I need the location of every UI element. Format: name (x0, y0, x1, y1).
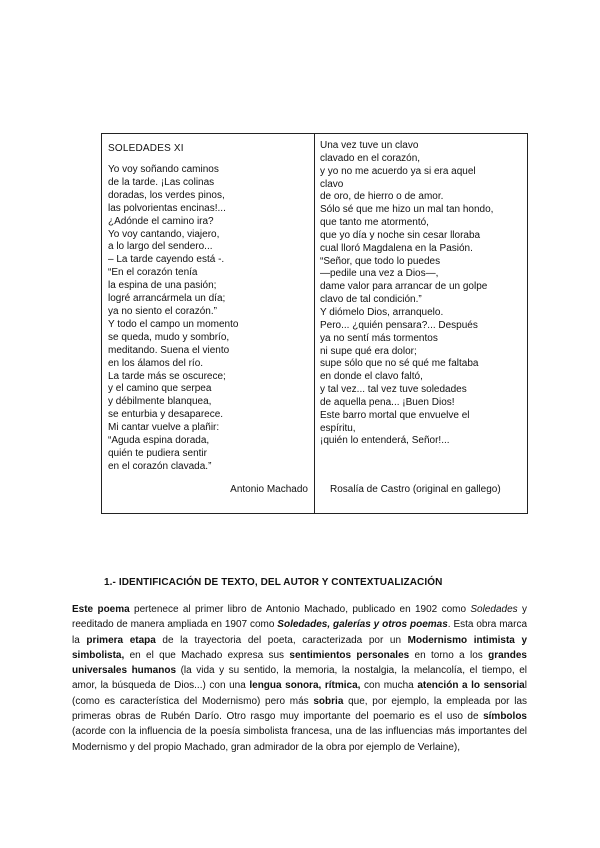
verse-line: ¡quién lo entenderá, Señor!... (320, 435, 450, 447)
verse-line: en donde el clavo faltó, (320, 371, 423, 383)
verse-line: dame valor para arrancar de un golpe (320, 281, 488, 293)
text-run: que, por ejemplo, la empleada por las primeras obras de Rubén Darío. Otro rasgo muy importante del poemario es el uso de (72, 695, 528, 723)
verse-line: espíritu, (320, 422, 356, 434)
verse-line: y tal vez... tal vez tuve soledades (320, 384, 467, 396)
text-run: en torno a los (409, 649, 489, 661)
verse-line: Mi cantar vuelve a plañir: (108, 422, 220, 434)
verse-line: ni supe qué era dolor; (320, 345, 417, 357)
text-run: (la vida y su sentido, la memoria, la nostalgia, la melancolía, el tiempo, el amor, la búsqueda de Dios...) con una (72, 665, 527, 692)
section-heading: 1.- IDENTIFICACIÓN DE TEXTO, DEL AUTOR Y CONTEXTUALIZACIÓN (104, 577, 443, 588)
text-bold: Este poema (72, 604, 130, 615)
verse-line: a lo largo del sendero... (108, 241, 213, 253)
text-run: (acorde con la influencia de la poesía simbolista francesa, una de las influencias más importantes del Modernismo y del propio Machado, gran admirador de la obra por ejemplo de Verlaine), (72, 726, 527, 753)
verse-line: ya no sentí más tormentos (320, 332, 438, 344)
verse-line: meditando. Suena el viento (108, 344, 230, 356)
verse-line: —pedile una vez a Dios—, (320, 268, 439, 280)
text-bold: sentimientos personales (289, 649, 410, 661)
verse-line: y débilmente blanquea, (108, 396, 212, 408)
poem-author-machado: Antonio Machado (230, 484, 308, 495)
text-italic: Soledades (470, 604, 518, 615)
verse-line: de oro, de hierro o de amor. (320, 191, 444, 203)
verse-line: clavado en el corazón, (320, 152, 421, 164)
verse-line: Pero... ¿quién pensara?... Después (320, 319, 478, 331)
text-run: de la trayectoria del poeta, caracterizada por un (155, 634, 408, 646)
text-bold: primera etapa (86, 634, 156, 646)
verse-line: y yo no me acuerdo ya si era aquel (320, 165, 476, 177)
poems-table (101, 133, 528, 514)
verse-line: en los álamos del río. (108, 357, 204, 369)
text-bold: símbolos (483, 711, 527, 723)
verse-line: Este barro mortal que envuelve el (320, 409, 470, 421)
verse-line: y el camino que serpea (108, 383, 212, 395)
poem-rosalia-verses (320, 140, 527, 448)
verse-line: quién te pudiera sentir (108, 447, 207, 459)
verse-line: se queda, mudo y sombrío, (108, 331, 230, 343)
verse-line: se enturbia y desaparece. (108, 409, 224, 421)
text-bold: sobria (313, 695, 344, 707)
verse-line: – La tarde cayendo está -. (108, 254, 225, 266)
analysis-paragraph (72, 602, 527, 755)
text-bold: grandes universales humanos (72, 649, 527, 677)
text-run: en el que Machado expresa sus (124, 649, 290, 661)
verse-line: doradas, los verdes pinos, (108, 189, 225, 201)
text-run: l (como es característica del Modernismo) pero más (72, 680, 527, 707)
verse-line: Yo voy soñando caminos (108, 164, 219, 175)
verse-line: que tanto me atormentó, (320, 217, 429, 229)
verse-line: las polvorientas encinas!... (108, 202, 226, 214)
verse-line: La tarde más se oscurece; (108, 370, 226, 382)
verse-line: en el corazón clavada.” (108, 460, 212, 472)
text-run: y reeditado de manera ampliada en 1907 como (72, 604, 528, 631)
poem-machado-cell (102, 134, 315, 513)
verse-line: ya no siento el corazón.” (108, 305, 217, 317)
verse-line: ¿Adónde el camino ira? (108, 215, 214, 227)
verse-line: supe sólo que no sé qué me faltaba (320, 358, 479, 370)
text-run: . Esta obra marca la (72, 619, 528, 646)
text-bold-italic: Soledades, galerías y otros poemas (277, 619, 448, 631)
verse-line: logré arrancármela un día; (108, 293, 226, 305)
poem-machado-verses (108, 164, 314, 474)
verse-line: Yo voy cantando, viajero, (108, 228, 220, 240)
verse-line: Y diómelo Dios, arranquelo. (320, 306, 444, 318)
text-bold: atención a lo sensoria (417, 680, 525, 692)
verse-line: Una vez tuve un clavo (320, 140, 419, 151)
poem-title: SOLEDADES XI (108, 143, 184, 154)
verse-line: de la tarde. ¡Las colinas (108, 176, 215, 188)
verse-line: “Aguda espina dorada, (108, 435, 210, 447)
verse-line: la espina de una pasión; (108, 280, 217, 292)
poem-rosalia-cell (315, 134, 527, 513)
poem-author-rosalia: Rosalía de Castro (original en gallego) (330, 484, 501, 495)
verse-line: “En el corazón tenía (108, 267, 198, 279)
verse-line: Sólo sé que me hizo un mal tan hondo, (320, 204, 494, 216)
verse-line: que yo día y noche sin cesar lloraba (320, 229, 481, 241)
verse-line: “Señor, que todo lo puedes (320, 255, 441, 267)
verse-line: cual lloró Magdalena en la Pasión. (320, 242, 473, 254)
verse-line: Y todo el campo un momento (108, 318, 239, 330)
text-run: con mucha (360, 680, 418, 692)
verse-line: de aquella pena... ¡Buen Dios! (320, 396, 455, 408)
text-bold: lengua sonora, rítmica, (249, 680, 361, 692)
verse-line: clavo (320, 178, 344, 190)
text-run: pertenece al primer libro de Antonio Machado, publicado en 1902 como (129, 604, 471, 615)
text-bold: Modernismo intimista y simbolista, (72, 634, 528, 661)
verse-line: clavo de tal condición.” (320, 294, 422, 306)
